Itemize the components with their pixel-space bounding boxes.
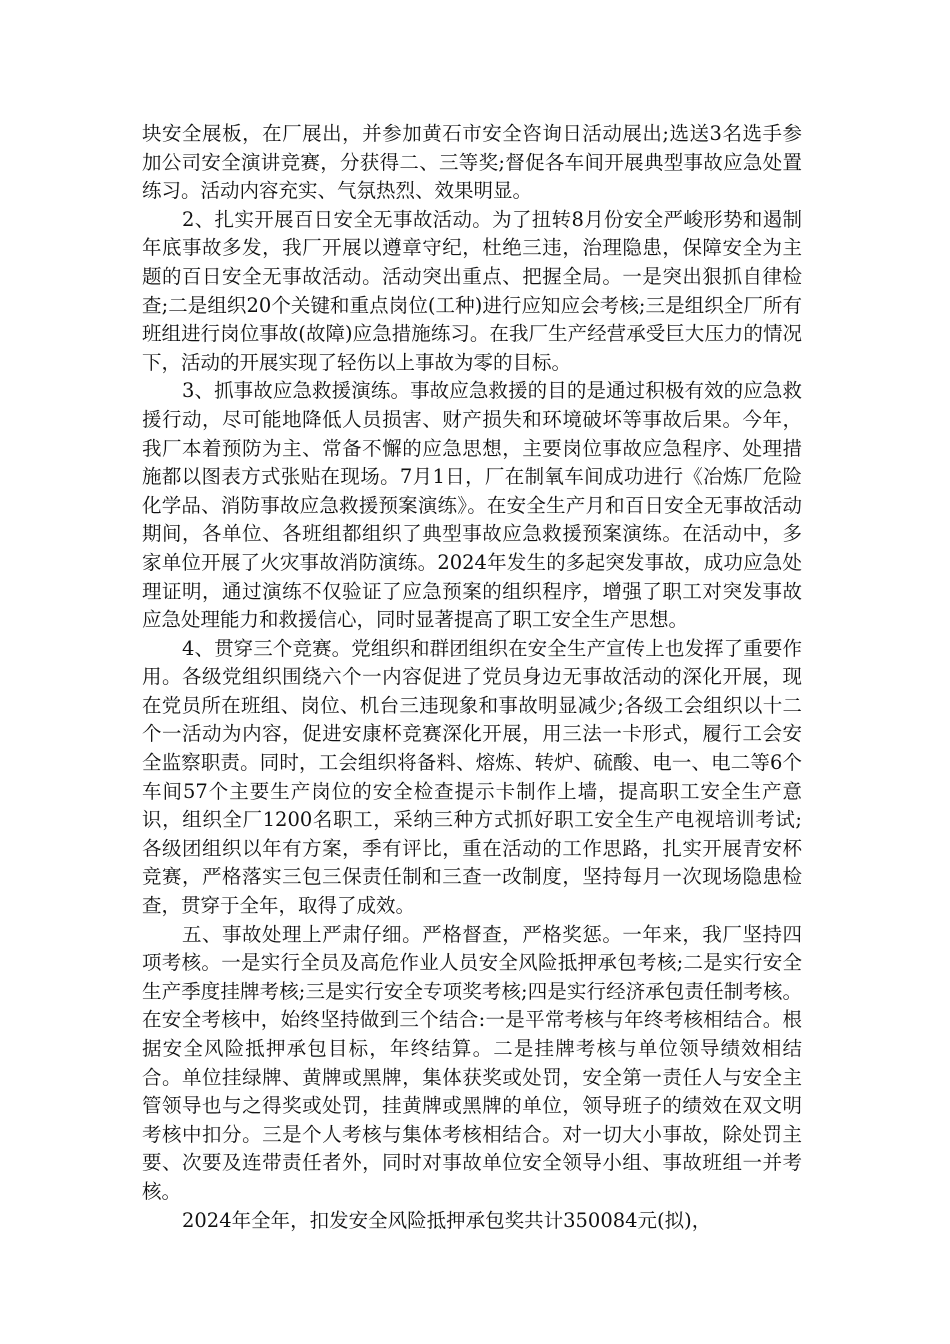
paragraph-continuation: 块安全展板，在厂展出，并参加黄石市安全咨询日活动展出;选送3名选手参加公司安全演讲竞赛，分获得二、三等奖;督促各车间开展典型事故应急处置练习。活动内容充实、气氛热烈、效果明显。 [142,122,802,203]
paragraph-three-competitions: 4、贯穿三个竞赛。党组织和群团组织在安全生产宣传上也发挥了重要作用。各级党组织围绕六个一内容促进了党员身边无事故活动的深化开展，现在党员所在班组、岗位、机台三违现象和事故明显减少;各级工会组织以十二个一活动为内容，促进安康杯竞赛深化开展，用三法一卡形式，履行工会安全监察职责。同时，工会组织将备料、熔炼、转炉、硫酸、电一、电二等6个车间57个主要生产岗位的安全检查提示卡制作上墙，提高职工安全生产意识，组织全厂1200名职工，采纳三种方式抓好职工安全生产电视培训考试;各级团组织以年有方案，季有评比，重在活动的工作思路，扎实开展青安杯竞赛，严格落实三包三保责任制和三查一改制度，坚持每月一次现场隐患检查，贯穿于全年，取得了成效。 [142,636,802,918]
document-body [142,120,802,1235]
paragraph-annual-deduction: 2024年全年，扣发安全风险抵押承包奖共计350084元(拟)， [181,1208,712,1232]
paragraph-accident-handling: 五、事故处理上严肃仔细。严格督查，严格奖惩。一年来，我厂坚持四项考核。一是实行全员及高危作业人员安全风险抵押承包考核;二是实行安全生产季度挂牌考核;三是实行安全专项奖考核;四是实行经济承包责任制考核。在安全考核中，始终坚持做到三个结合:一是平常考核与年终考核相结合。根据安全风险抵押承包目标，年终结算。二是挂牌考核与单位领导绩效相结合。单位挂绿牌、黄牌或黑牌，集体获奖或处罚，安全第一责任人与安全主管领导也与之得奖或处罚，挂黄牌或黑牌的单位，领导班子的绩效在双文明考核中扣分。三是个人考核与集体考核相结合。对一切大小事故，除处罚主要、次要及连带责任者外，同时对事故单位安全领导小组、事故班组一并考核。 [142,922,802,1203]
paragraph-emergency-drill: 3、抓事故应急救援演练。事故应急救援的目的是通过积极有效的应急救援行动，尽可能地降低人员损害、财产损失和环境破坏等事故后果。今年，我厂本着预防为主、常备不懈的应急思想，主要岗位事故应急程序、处理措施都以图表方式张贴在现场。7月1日，厂在制氧车间成功进行《冶炼厂危险化学品、消防事故应急救援预案演练》。在安全生产月和百日安全无事故活动期间，各单位、各班组都组织了典型事故应急救援预案演练。在活动中，多家单位开展了火灾事故消防演练。2024年发生的多起突发事故，成功应急处理证明，通过演练不仅验证了应急预案的组织程序，增强了职工对突发事故应急处理能力和救援信心，同时显著提高了职工安全生产思想。 [142,379,802,632]
paragraph-hundred-days-activity: 2、扎实开展百日安全无事故活动。为了扭转8月份安全严峻形势和遏制年底事故多发，我厂开展以遵章守纪，杜绝三违，治理隐患，保障安全为主题的百日安全无事故活动。活动突出重点、把握全局。一是突出狠抓自律检查;二是组织20个关键和重点岗位(工种)进行应知应会考核;三是组织全厂所有班组进行岗位事故(故障)应急措施练习。在我厂生产经营承受巨大压力的情况下，活动的开展实现了轻伤以上事故为零的目标。 [142,207,802,374]
